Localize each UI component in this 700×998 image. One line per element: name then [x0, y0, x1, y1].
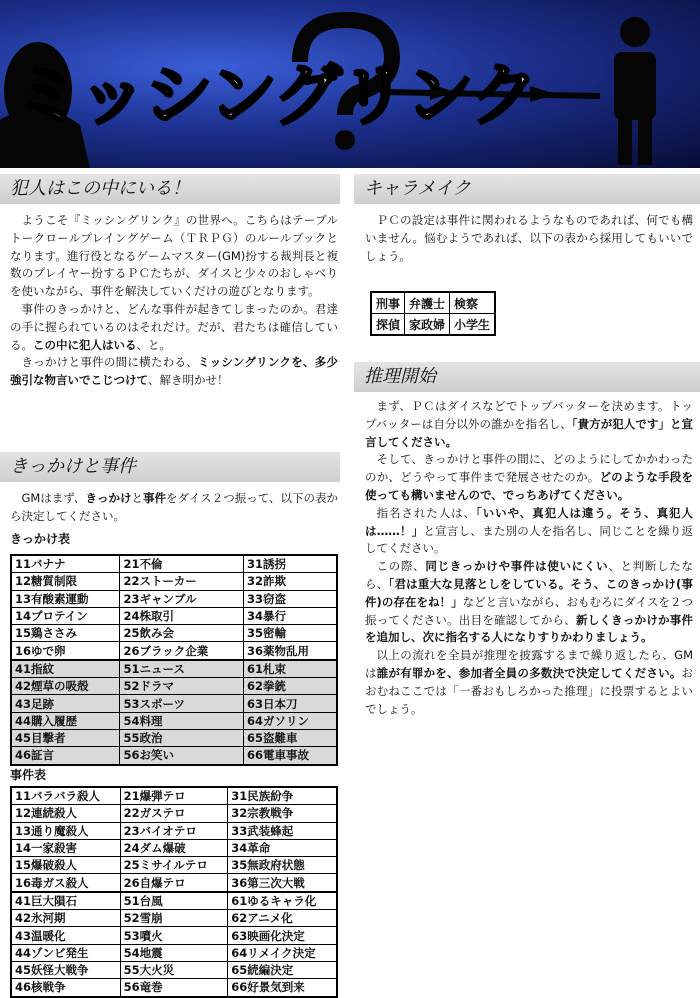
incident_table-cell: 15爆破殺人 [11, 857, 120, 874]
deduce-p4 [365, 558, 693, 647]
incident_table-row [11, 857, 337, 874]
chara-cell: 小学生 [450, 314, 496, 336]
incident_table-cell: 41巨大隕石 [11, 892, 120, 910]
deduce-p2-a: そして、きっかけと事件の間に、どのようにしてかかわったのか、どうやって事件まで発展させたのか。 [365, 452, 693, 485]
incident_table-cell: 32宗教戦争 [228, 805, 337, 822]
incident_table-cell: 64リメイク決定 [228, 944, 337, 961]
deduce-p3 [365, 505, 693, 558]
deduce-p4-f: 新しくきっかけか事件を追加し、次に指名する人になりすりかわりましょう。 [365, 612, 693, 645]
incident_table-cell: 26自爆テロ [120, 874, 228, 892]
incident_table-cell: 62アニメ化 [228, 910, 337, 927]
trigger_table-cell: 22ストーカー [120, 573, 243, 590]
chara-cell: 検察 [450, 292, 496, 314]
chara-cell: 弁護士 [405, 292, 450, 314]
trigger_table-cell: 61札束 [243, 660, 337, 678]
trigger_table-row [11, 678, 337, 695]
incident_table-cell: 12連続殺人 [11, 805, 120, 822]
trigger-p1-e: をダイス２つ振って、以下の表から決定してください。 [10, 491, 339, 523]
incident_table-cell: 45妖怪大戦争 [11, 961, 120, 978]
incident_table-cell: 31民族紛争 [228, 787, 337, 805]
trigger_table-cell: 15鶏ささみ [11, 625, 120, 642]
trigger_table-row [11, 712, 337, 729]
trigger_table-cell: 56お笑い [120, 747, 243, 765]
deduce-p2 [365, 451, 693, 504]
trigger_table-row [11, 642, 337, 660]
intro-p2-text: 事件のきっかけと、どんな事件が起きてしまったのか。君達の手に握られているのはそれだけ。だが、君たちは確信している。 [10, 301, 338, 352]
trigger_table-cell: 41指紋 [11, 660, 120, 678]
trigger_table-cell: 63日本刀 [243, 695, 337, 712]
trigger-p1-a: GMはまず、 [21, 491, 86, 505]
intro-p3-bold: ミッシングリンクを、多少強引な物言いでこじつけて [10, 355, 339, 388]
deduce-p4-c: 、と判断したなら、 [365, 559, 694, 591]
trigger_table-row [11, 625, 337, 642]
trigger-p1-b: きっかけ [85, 491, 132, 505]
deduce-p5-c: おおむねここでは「一番おもしろかった推理」に投票するとよいでしょう。 [365, 665, 694, 716]
trigger_table-row [11, 747, 337, 765]
incident_table-row [11, 910, 337, 927]
trigger_table-cell: 66電車事故 [243, 747, 337, 765]
deduce-p4-a: この際、 [376, 559, 426, 574]
deduce-body [365, 398, 693, 718]
incident_table-cell: 11バラバラ殺人 [11, 787, 120, 805]
trigger-p1 [10, 490, 338, 526]
trigger_table-cell: 14プロテイン [11, 607, 120, 624]
chara-p1: ＰＣの設定は事件に関われるようなものであれば、何でも構いません。悩むようであれば、以下の表から採用してもいいでしょう。 [365, 213, 693, 263]
chara-row [371, 292, 495, 314]
intro-p3-end: 、解き明かせ！ [148, 373, 229, 388]
incident_table-cell: 66好景気到来 [228, 979, 337, 997]
trigger_table-cell: 13有酸素運動 [11, 590, 120, 607]
chara-heading: キャラメイク [354, 174, 700, 204]
trigger-p1-d: 事件 [143, 491, 167, 505]
trigger-heading: きっかけと事件 [0, 452, 340, 482]
intro-p2 [10, 301, 338, 354]
trigger_table-cell: 23ギャンブル [120, 590, 243, 607]
trigger_table-cell: 11バナナ [11, 555, 120, 573]
incident_table-row [11, 961, 337, 978]
trigger_table-cell: 54料理 [120, 712, 243, 729]
deduce-p5-b: 誰が有罪かを、参加者全員の多数決で決定してください。 [376, 665, 682, 680]
incident_table-cell: 52雪崩 [120, 910, 228, 927]
intro-p2-end: 、と。 [136, 337, 171, 352]
intro-p1: ようこそ『ミッシングリンク』の世界へ。こちらはテーブルトークロールプレイングゲーム（ＴＲＰＧ）のルールブックとなります。進行役となるゲームマスター(GM)扮する裁判長と複数のプレイヤー扮するＰＣたちが、ダイスと少々のおしゃべりを使いながら、事件を解決していくだけの遊びとなります。 [10, 213, 338, 299]
incident_table-cell: 53噴火 [120, 927, 228, 944]
trigger_table-cell: 44購入履歴 [11, 712, 120, 729]
trigger_table-row [11, 573, 337, 590]
incident_table-cell: 42氷河期 [11, 910, 120, 927]
title-banner [0, 0, 700, 168]
incident_table-row [11, 822, 337, 839]
trigger_table-cell: 21不倫 [120, 555, 243, 573]
chara-row [371, 314, 495, 336]
incident_table-cell: 43温暖化 [11, 927, 120, 944]
trigger_table-cell: 43足跡 [11, 695, 120, 712]
incident_table-cell: 46核戦争 [11, 979, 120, 997]
trigger_table-cell: 24株取引 [120, 607, 243, 624]
incident_table-row [11, 805, 337, 822]
incident-table [10, 786, 338, 998]
deduce-p4-b: 同じきっかけや事件は使いにくい [425, 559, 609, 574]
deduce-p3-a: 指名された人は、 [376, 505, 477, 520]
incident_table-cell: 61ゆるキャラ化 [228, 892, 337, 910]
chara-table [370, 291, 496, 336]
incident_table-cell: 51台風 [120, 892, 228, 910]
trigger_table-cell: 51ニュース [120, 660, 243, 678]
trigger-p1-c: と [131, 491, 143, 505]
trigger_table-cell: 45目撃者 [11, 729, 120, 746]
person-leg-left [618, 110, 632, 165]
incident_table-cell: 16毒ガス殺人 [11, 874, 120, 892]
incident_table-cell: 23バイオテロ [120, 822, 228, 839]
incident_table-cell: 36第三次大戦 [228, 874, 337, 892]
incident_table-row [11, 839, 337, 856]
incident_table-cell: 33武装蜂起 [228, 822, 337, 839]
person-leg-right [638, 110, 652, 165]
deduce-p5 [365, 647, 693, 718]
incident_table-cell: 63映画化決定 [228, 927, 337, 944]
incident_table-cell: 24ダム爆破 [120, 839, 228, 856]
incident_table-cell: 21爆弾テロ [120, 787, 228, 805]
page-title: ミッシングリンク [14, 57, 537, 136]
incident_table-cell: 13通り魔殺人 [11, 822, 120, 839]
trigger_table-cell: 64ガソリン [243, 712, 337, 729]
deduce-heading: 推理開始 [354, 362, 700, 392]
incident_table-cell: 14一家殺害 [11, 839, 120, 856]
intro-body [10, 212, 338, 390]
incident_table-row [11, 874, 337, 892]
deduce-p1 [365, 398, 693, 451]
trigger_table-cell: 42煙草の吸殻 [11, 678, 120, 695]
incident_table-cell: 55大火災 [120, 961, 228, 978]
incident_table-row [11, 979, 337, 997]
deduce-p1-a: まず、ＰＣはダイスなどでトップバッターを決めます。トップバッターは自分以外の誰かを指名し、 [365, 399, 693, 431]
deduce-p4-e: などと言いながら、おもむろにダイスを２つ振ってください。出目を確認してから、 [365, 594, 693, 627]
trigger_table-cell: 25飲み会 [120, 625, 243, 642]
incident_table-cell: 44ゾンビ発生 [11, 944, 120, 961]
chara-cell: 刑事 [371, 292, 405, 314]
intro-p2-bold: この中に犯人はいる [33, 337, 137, 352]
trigger_table-row [11, 555, 337, 573]
trigger_table-cell: 62拳銃 [243, 678, 337, 695]
intro-p3-text: きっかけと事件の間に横たわる、 [21, 355, 199, 370]
deduce-p3-c: と宣言し、また別の人を指名し、同じことを繰り返してください。 [365, 523, 694, 556]
trigger_table-row [11, 729, 337, 746]
trigger_table-cell: 36薬物乱用 [243, 642, 337, 660]
deduce-p3-b: 「いいや、真犯人は違う。そう、真犯人は……！」 [365, 505, 693, 538]
trigger_table-cell: 46証言 [11, 747, 120, 765]
deduce-p5-a: 以上の流れを全員が推理を披露するまで繰り返したら、GMは [365, 648, 693, 680]
deduce-p4-d: 「君は重大な見落としをしている。そう、このきっかけ(事件)の存在をね！」 [365, 576, 693, 609]
incident_table-cell: 34革命 [228, 839, 337, 856]
trigger_table-cell: 53スポーツ [120, 695, 243, 712]
incident_table-cell: 25ミサイルテロ [120, 857, 228, 874]
incident_table-row [11, 927, 337, 944]
deduce-p1-b: 「貴方が犯人です」と宣言してください。 [365, 416, 694, 449]
trigger_table-row [11, 660, 337, 678]
incident_table-cell: 22ガステロ [120, 805, 228, 822]
incident_table-cell: 56竜巻 [120, 979, 228, 997]
trigger_table-row [11, 590, 337, 607]
incident_table-row [11, 892, 337, 910]
chara-body [365, 212, 693, 265]
incident_table-row [11, 787, 337, 805]
trigger_table-cell: 26ブラック企業 [120, 642, 243, 660]
intro-heading: 犯人はこの中にいる！ [0, 174, 340, 204]
trigger-table [10, 554, 338, 766]
trigger_table-cell: 34暴行 [243, 607, 337, 624]
chara-cell: 探偵 [371, 314, 405, 336]
incident-table-label: 事件表 [10, 768, 47, 782]
trigger-table-label: きっかけ表 [10, 532, 71, 546]
trigger_table-cell: 52ドラマ [120, 678, 243, 695]
person-body-icon [614, 52, 656, 120]
incident_table-cell: 65続編決定 [228, 961, 337, 978]
incident_table-cell: 35無政府状態 [228, 857, 337, 874]
incident_table-row [11, 944, 337, 961]
trigger_table-cell: 65盗難車 [243, 729, 337, 746]
trigger_table-cell: 55政治 [120, 729, 243, 746]
trigger_table-row [11, 607, 337, 624]
trigger_table-cell: 16ゆで卵 [11, 642, 120, 660]
trigger_table-cell: 31誘拐 [243, 555, 337, 573]
trigger-body [10, 490, 338, 526]
trigger_table-row [11, 695, 337, 712]
trigger_table-cell: 33窃盗 [243, 590, 337, 607]
trigger_table-cell: 12糖質制限 [11, 573, 120, 590]
incident_table-cell: 54地震 [120, 944, 228, 961]
trigger_table-cell: 32詐欺 [243, 573, 337, 590]
chara-cell: 家政婦 [405, 314, 450, 336]
person-head-icon [620, 17, 650, 47]
deduce-p2-b: どのような手段を使っても構いませんので、でっちあげてください。 [365, 470, 694, 502]
trigger_table-cell: 35密輸 [243, 625, 337, 642]
intro-p3 [10, 354, 338, 390]
